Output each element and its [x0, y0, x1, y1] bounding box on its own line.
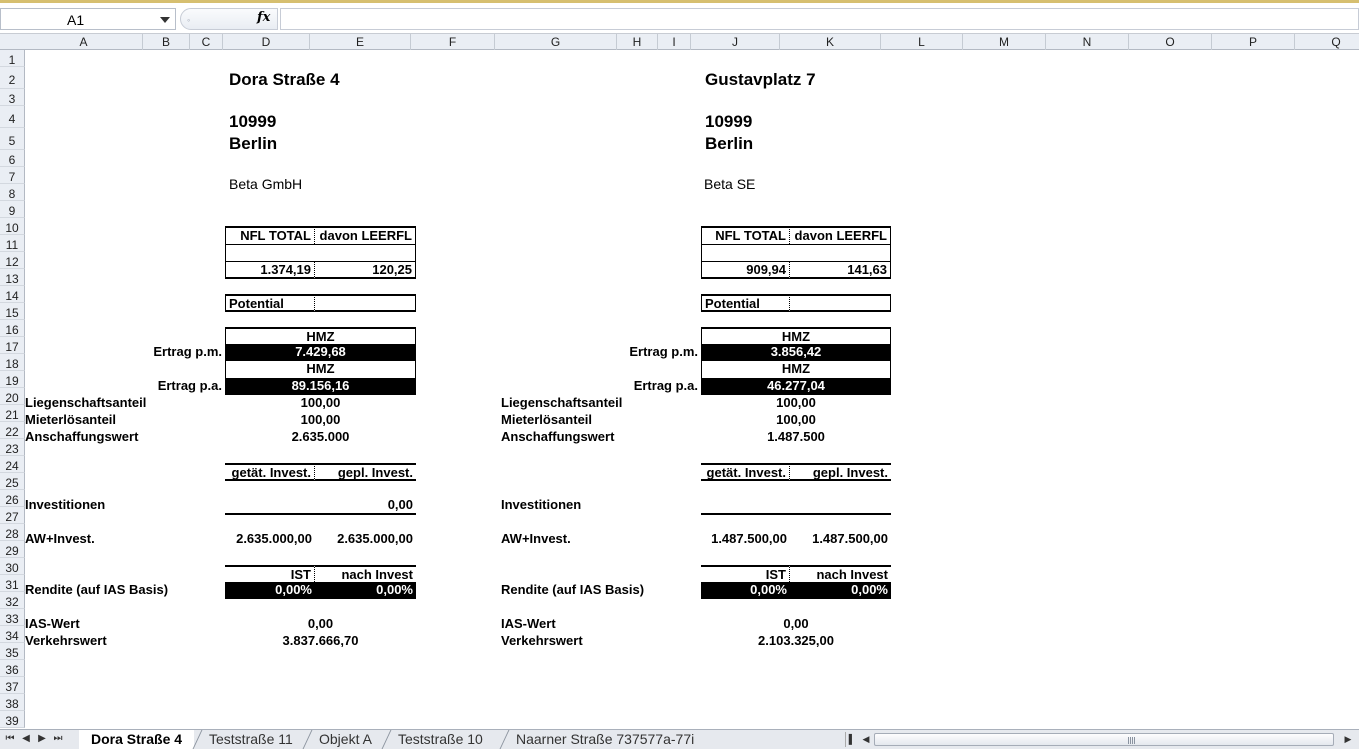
- column-header-f[interactable]: F: [411, 34, 495, 50]
- rendite-ist[interactable]: 0,00%: [225, 582, 315, 599]
- mieterloes-value[interactable]: 100,00: [300, 412, 341, 427]
- row-header-3[interactable]: 3: [0, 89, 25, 106]
- liegenschaft-label[interactable]: Liegenschaftsanteil: [25, 395, 147, 410]
- formula-bar: [0, 0, 1359, 34]
- column-header-m[interactable]: M: [963, 34, 1046, 50]
- mieterloes-value[interactable]: 100,00: [776, 412, 816, 427]
- column-header-b[interactable]: B: [143, 34, 190, 50]
- scroll-right-icon[interactable]: ▶: [1344, 734, 1352, 744]
- row-header-38[interactable]: 38: [0, 694, 25, 711]
- row-header-13[interactable]: 13: [0, 269, 25, 286]
- ertrag-pa-value[interactable]: 46.277,04: [701, 378, 891, 395]
- row-header-36[interactable]: 36: [0, 660, 25, 677]
- anschaffung-value[interactable]: 2.635.000: [291, 429, 350, 444]
- nfl-value[interactable]: 909,94: [701, 261, 790, 279]
- row-header-9[interactable]: 9: [0, 201, 25, 218]
- invest-label[interactable]: Investitionen: [25, 497, 106, 512]
- hmz-label[interactable]: HMZ: [701, 327, 891, 344]
- chevron-down-icon[interactable]: [160, 17, 170, 23]
- prev-sheet-icon[interactable]: ◀: [22, 733, 30, 744]
- sheet-tab[interactable]: Teststraße 11: [209, 731, 293, 747]
- column-header-g[interactable]: G: [495, 34, 617, 50]
- ias-label[interactable]: IAS-Wert: [501, 616, 556, 631]
- leer-header[interactable]: davon LEERFL: [790, 226, 891, 244]
- name-box-value: A1: [67, 12, 85, 28]
- row-header-17[interactable]: 17: [0, 337, 25, 354]
- potential-value[interactable]: [315, 294, 416, 312]
- leer-header[interactable]: davon LEERFL: [315, 226, 416, 244]
- column-header-i[interactable]: I: [658, 34, 691, 50]
- formula-tools: [180, 8, 278, 30]
- hmz-label[interactable]: HMZ: [701, 361, 891, 378]
- column-header-c[interactable]: C: [190, 34, 223, 50]
- sheet-tab[interactable]: Teststraße 10: [398, 731, 483, 747]
- row-header-14[interactable]: 14: [0, 286, 25, 303]
- row-header-12[interactable]: 12: [0, 252, 25, 269]
- nfl-header[interactable]: NFL TOTAL: [225, 226, 315, 244]
- row-header-20[interactable]: 20: [0, 388, 25, 405]
- column-header-n[interactable]: N: [1046, 34, 1129, 50]
- row-header-10[interactable]: 10: [0, 218, 25, 235]
- nach-header[interactable]: nach Invest: [315, 565, 416, 582]
- row-header-7[interactable]: 7: [0, 167, 25, 184]
- aw-nach[interactable]: 2.635.000,00: [337, 531, 413, 546]
- invest-label[interactable]: Investitionen: [501, 497, 582, 512]
- ist-header[interactable]: IST: [225, 565, 315, 582]
- ertrag-pa-label[interactable]: Ertrag p.a.: [157, 378, 222, 393]
- insert-function-icon[interactable]: fx: [257, 10, 271, 25]
- anschaffung-value[interactable]: 1.487.500: [767, 429, 825, 444]
- gepl-header[interactable]: gepl. Invest.: [790, 463, 891, 481]
- row-header-29[interactable]: 29: [0, 541, 25, 558]
- sheet-tab[interactable]: Objekt A: [319, 731, 372, 747]
- verkehr-value[interactable]: 3.837.666,70: [282, 633, 359, 648]
- row-header-31[interactable]: 31: [0, 575, 25, 592]
- ertrag-pm-value[interactable]: 7.429,68: [225, 344, 416, 361]
- row-header-23[interactable]: 23: [0, 439, 25, 456]
- ias-value[interactable]: 0,00: [783, 616, 809, 631]
- column-header-a[interactable]: A: [25, 34, 143, 50]
- hmz-label[interactable]: HMZ: [225, 361, 416, 378]
- sheet-tab-active[interactable]: Dora Straße 4: [79, 730, 194, 749]
- rendite-label[interactable]: Rendite (auf IAS Basis): [25, 582, 169, 597]
- column-header-l[interactable]: L: [881, 34, 963, 50]
- invest-values[interactable]: [701, 497, 891, 515]
- potential-value[interactable]: [790, 294, 891, 312]
- ist-header[interactable]: IST: [701, 565, 790, 582]
- grip-icon: [1128, 737, 1135, 744]
- aw-ist[interactable]: 2.635.000,00: [236, 531, 312, 546]
- table-row[interactable]: [701, 244, 891, 261]
- verkehr-label[interactable]: Verkehrswert: [25, 633, 107, 648]
- invest-getaet[interactable]: [225, 497, 315, 515]
- horizontal-scrollbar[interactable]: [845, 732, 1359, 747]
- row-header-27[interactable]: 27: [0, 507, 25, 524]
- row-header-2[interactable]: 2: [0, 67, 25, 89]
- row-header-39[interactable]: 39: [0, 711, 25, 728]
- city[interactable]: Berlin: [229, 134, 278, 153]
- scroll-left-icon[interactable]: ◀: [862, 734, 870, 744]
- ertrag-pm-label[interactable]: Ertrag p.m.: [153, 344, 222, 359]
- worksheet-grid[interactable]: [25, 50, 1359, 729]
- aw-label[interactable]: AW+Invest.: [501, 531, 571, 546]
- column-header-k[interactable]: K: [780, 34, 881, 50]
- split-handle-icon[interactable]: ▌: [848, 734, 856, 744]
- row-header-24[interactable]: 24: [0, 456, 25, 473]
- ertrag-pm-label[interactable]: Ertrag p.m.: [629, 344, 698, 359]
- next-sheet-icon[interactable]: ▶: [38, 733, 46, 744]
- column-header-h[interactable]: H: [617, 34, 658, 50]
- row-header-32[interactable]: 32: [0, 592, 25, 609]
- row-header-19[interactable]: 19: [0, 371, 25, 388]
- company[interactable]: Beta SE: [704, 176, 756, 192]
- row-header-6[interactable]: 6: [0, 150, 25, 167]
- row-header-4[interactable]: 4: [0, 106, 25, 128]
- property-title[interactable]: Gustavplatz 7: [705, 70, 816, 89]
- row-header-25[interactable]: 25: [0, 473, 25, 490]
- company[interactable]: Beta GmbH: [229, 176, 303, 192]
- row-header-8[interactable]: 8: [0, 184, 25, 201]
- ertrag-pm-value[interactable]: 3.856,42: [701, 344, 891, 361]
- getaet-header[interactable]: getät. Invest.: [225, 463, 315, 481]
- row-header-11[interactable]: 11: [0, 235, 25, 252]
- invest-gepl[interactable]: 0,00: [315, 497, 416, 515]
- property-title[interactable]: Dora Straße 4: [229, 70, 340, 89]
- ertrag-pa-label[interactable]: Ertrag p.a.: [633, 378, 698, 393]
- last-sheet-icon[interactable]: ⏭: [53, 733, 63, 744]
- sheet-tab-bar: [0, 729, 1359, 749]
- row-header-1[interactable]: 1: [0, 50, 25, 67]
- nfl-value[interactable]: 1.374,19: [225, 261, 315, 279]
- city[interactable]: Berlin: [705, 134, 754, 153]
- leer-value[interactable]: 141,63: [790, 261, 891, 279]
- first-sheet-icon[interactable]: ⏮: [5, 733, 15, 744]
- row-header-34[interactable]: 34: [0, 626, 25, 643]
- verkehr-label[interactable]: Verkehrswert: [501, 633, 583, 648]
- row-header-15[interactable]: 15: [0, 303, 25, 320]
- ias-value[interactable]: 0,00: [307, 616, 334, 631]
- row-header-33[interactable]: 33: [0, 609, 25, 626]
- rendite-ist[interactable]: 0,00%: [701, 582, 790, 599]
- potential-label[interactable]: Potential: [701, 294, 790, 312]
- ertrag-pa-value[interactable]: 89.156,16: [225, 378, 416, 395]
- row-header-18[interactable]: 18: [0, 354, 25, 371]
- expand-handle-icon[interactable]: ◦: [187, 15, 191, 25]
- column-header-o[interactable]: O: [1129, 34, 1212, 50]
- column-header-p[interactable]: P: [1212, 34, 1295, 50]
- rendite-nach[interactable]: 0,00%: [315, 582, 416, 599]
- potential-label[interactable]: Potential: [225, 294, 315, 312]
- sheet-tab[interactable]: Naarner Straße 737577a-77i: [516, 731, 695, 747]
- aw-label[interactable]: AW+Invest.: [25, 531, 95, 546]
- column-header-e[interactable]: E: [310, 34, 411, 50]
- column-header-j[interactable]: J: [691, 34, 780, 50]
- nach-header[interactable]: nach Invest: [790, 565, 891, 582]
- leer-value[interactable]: 120,25: [315, 261, 416, 279]
- column-header-q[interactable]: Q: [1295, 34, 1359, 50]
- liegenschaft-label[interactable]: Liegenschaftsanteil: [501, 395, 623, 410]
- row-header-21[interactable]: 21: [0, 405, 25, 422]
- column-headers: [0, 34, 1359, 50]
- row-header-16[interactable]: 16: [0, 320, 25, 337]
- rendite-label[interactable]: Rendite (auf IAS Basis): [501, 582, 645, 597]
- formula-input[interactable]: [280, 8, 1359, 30]
- anschaffung-label[interactable]: Anschaffungswert: [501, 429, 615, 444]
- mieterloes-label[interactable]: Mieterlösanteil: [25, 412, 117, 427]
- row-header-26[interactable]: 26: [0, 490, 25, 507]
- row-header-28[interactable]: 28: [0, 524, 25, 541]
- scroll-thumb[interactable]: [874, 733, 1334, 746]
- row-header-30[interactable]: 30: [0, 558, 25, 575]
- rendite-nach[interactable]: 0,00%: [790, 582, 891, 599]
- table-row[interactable]: [225, 244, 416, 261]
- zip-code[interactable]: 10999: [705, 112, 753, 131]
- verkehr-value[interactable]: 2.103.325,00: [758, 633, 834, 648]
- zip-code[interactable]: 10999: [229, 112, 277, 131]
- getaet-header[interactable]: getät. Invest.: [701, 463, 790, 481]
- aw-ist[interactable]: 1.487.500,00: [711, 531, 787, 546]
- row-header-22[interactable]: 22: [0, 422, 25, 439]
- row-header-5[interactable]: 5: [0, 128, 25, 150]
- row-header-37[interactable]: 37: [0, 677, 25, 694]
- aw-nach[interactable]: 1.487.500,00: [812, 531, 888, 546]
- mieterloes-label[interactable]: Mieterlösanteil: [501, 412, 593, 427]
- hmz-label[interactable]: HMZ: [225, 327, 416, 344]
- liegenschaft-value[interactable]: 100,00: [776, 395, 816, 410]
- nfl-header[interactable]: NFL TOTAL: [701, 226, 790, 244]
- ias-label[interactable]: IAS-Wert: [25, 616, 80, 631]
- row-header-35[interactable]: 35: [0, 643, 25, 660]
- column-header-d[interactable]: D: [223, 34, 310, 50]
- anschaffung-label[interactable]: Anschaffungswert: [25, 429, 139, 444]
- liegenschaft-value[interactable]: 100,00: [300, 395, 341, 410]
- name-box[interactable]: [0, 8, 176, 30]
- gepl-header[interactable]: gepl. Invest.: [315, 463, 416, 481]
